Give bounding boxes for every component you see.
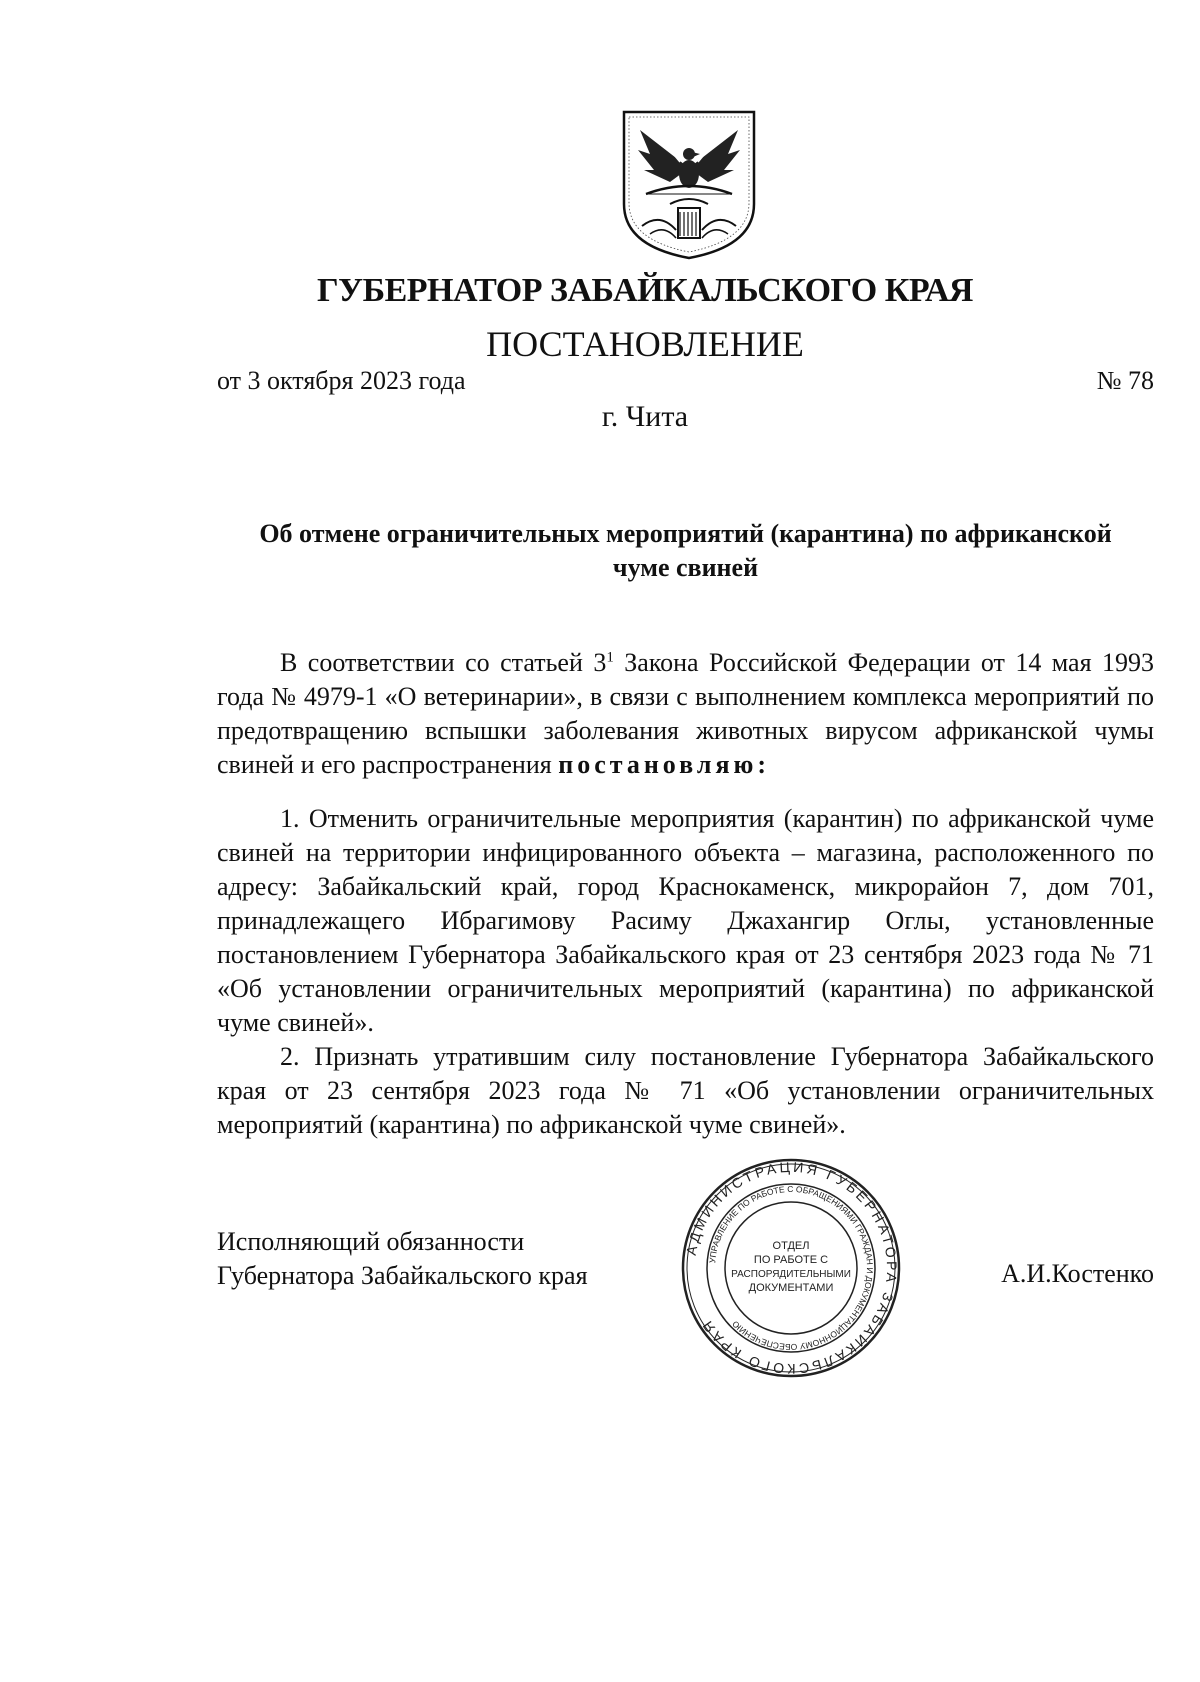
preamble-paragraph [217, 646, 1154, 782]
stamp-center-line-1: ОТДЕЛ [772, 1240, 810, 1252]
coat-of-arms-emblem [620, 108, 758, 260]
stamp-center-line-4: ДОКУМЕНТАМИ [748, 1282, 834, 1294]
document-title [217, 517, 1154, 585]
signatory-position-line-2: Губернатора Забайкальского края [217, 1261, 588, 1290]
title-line-2: чуме свиней [612, 553, 759, 582]
clause-2: 2. Признать утратившим силу постановление Губернатора Забайкальского края от 23 сентября 2023 года № 71 «Об установлении ограничительных мероприятий (карантина) по африканской чуме свиней». [217, 1042, 1154, 1139]
stamp-center-line-3: РАСПОРЯДИТЕЛЬНЫМИ [731, 1269, 851, 1280]
stamp-center-line-2: ПО РАБОТЕ С [753, 1254, 829, 1266]
clause-1: 1. Отменить ограничительные мероприятия (карантин) по африканской чуме свиней на территории инфицированного объекта – магазина, расположенного по адресу: Забайкальский край, город Краснокаменск, микрорайон 7, дом 701, принадлежащего Ибрагимову Расиму Джахангир Оглы, установленные постановлением Губернатора Забайкальского края от 23 сентября 2023 года № 71 «Об установлении ограничительных мероприятий (карантина) по африканской чуме свиней». [217, 804, 1154, 1037]
document-date: от 3 октября 2023 года [217, 366, 466, 395]
stamp-outer-text: АДМИНИСТРАЦИЯ ГУБЕРНАТОРА ЗАБАЙКАЛЬСКОГО КРАЯ [682, 1158, 901, 1378]
decree-word: постановляю: [558, 750, 771, 779]
signatory-name: А.И.Костенко [1001, 1259, 1154, 1288]
preamble-part-1: В соответствии со статьей 3 [280, 648, 607, 677]
signatory-position-line-1: Исполняющий обязанности [217, 1227, 525, 1256]
signatory-position [217, 1225, 588, 1293]
article-superscript: 1 [606, 649, 614, 666]
document-type: ПОСТАНОВЛЕНИЕ [486, 324, 804, 364]
official-seal-stamp [680, 1157, 902, 1379]
document-body [217, 646, 1154, 1142]
title-line-1: Об отмене ограничительных мероприятий (карантина) по африканской [259, 519, 1112, 548]
stamp-inner-text: УПРАВЛЕНИЕ ПО РАБОТЕ С ОБРАЩЕНИЯМИ ГРАЖДАН И ДОКУМЕНТАЦИОННОМУ ОБЕСПЕЧЕНИЮ [707, 1183, 876, 1353]
document-city: г. Чита [601, 400, 689, 433]
issuing-authority: ГУБЕРНАТОР ЗАБАЙКАЛЬСКОГО КРАЯ [317, 272, 973, 309]
document-number: № 78 [1096, 366, 1154, 395]
preamble-part-2: Закона Российской Федерации от 14 мая 1993 года № 4979-1 «О ветеринарии», в связи с выполнением комплекса мероприятий по предотвращению вспышки заболевания животных вирусом африканской чумы свиней и его распространения [217, 648, 1154, 779]
